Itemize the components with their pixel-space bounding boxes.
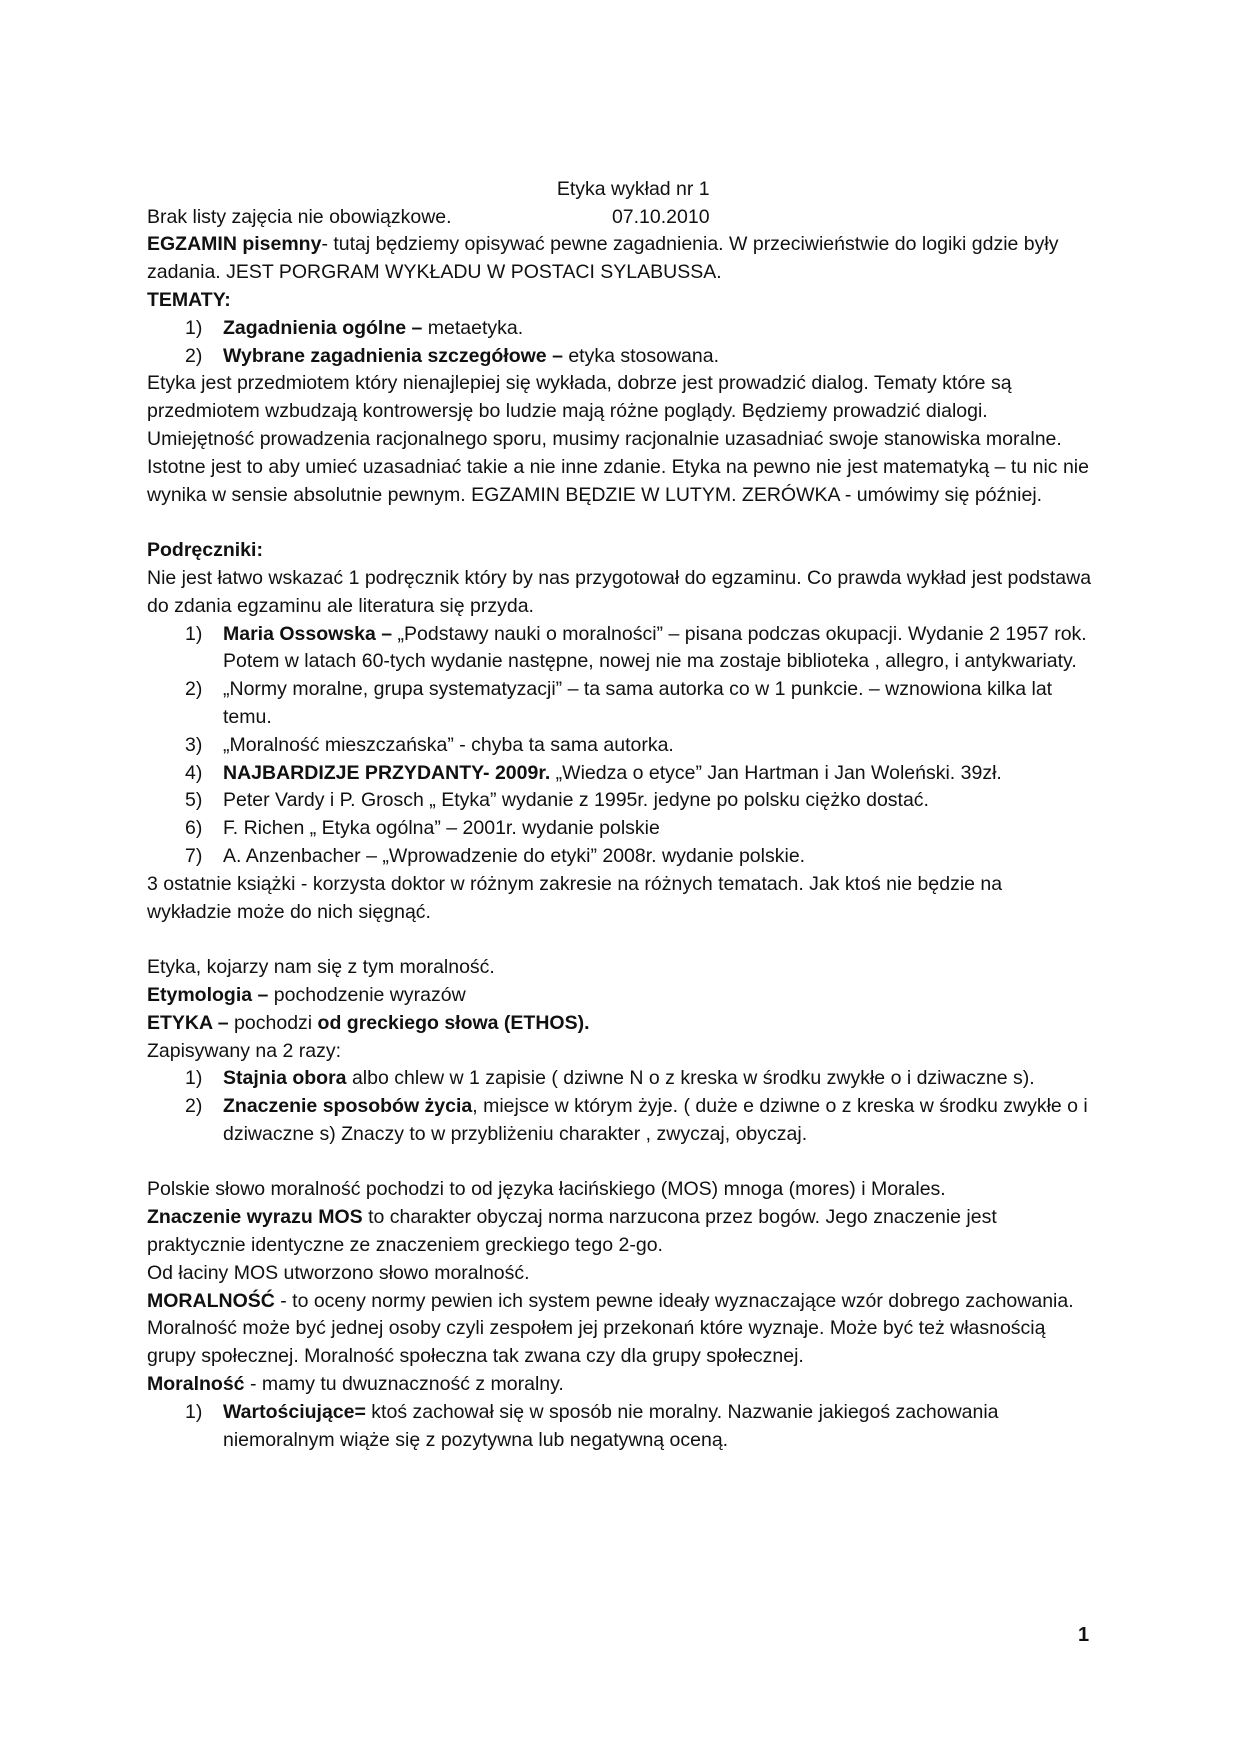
textbooks-heading: Podręczniki: <box>147 539 263 562</box>
ethos-meanings-list <box>147 1065 1092 1148</box>
morality-definition: MORALNOŚĆ - to oceny normy pewien ich system pewne ideały wyznaczające wzór dobrego zachowania. <box>147 1289 1074 1312</box>
list-item: 4) NAJBARDIZJE PRZYDANTY- 2009r. „Wiedza o etyce” Jan Hartman i Jan Woleński. 39zł. <box>185 761 1002 784</box>
textbooks-list <box>147 621 1092 871</box>
ambiguity-list <box>147 1399 1092 1455</box>
exam-paragraph <box>147 231 1092 287</box>
exam-text: - tutaj będziemy opisywać pewne zagadnienia. W przeciwieństwie do logiki gdzie były zadania. JEST PORGRAM WYKŁADU W POSTACI SYLABUSSA. <box>147 233 1059 284</box>
morality-origin: Polskie słowo moralność pochodzi to od języka łacińskiego (MOS) mnoga (mores) i Morales. <box>147 1178 946 1201</box>
spacer <box>147 926 1092 954</box>
page-number: 1 <box>1078 1624 1090 1646</box>
list-item: 1) Maria Ossowska – „Podstawy nauki o moralności” – pisana podczas okupacji. Wydanie 2 1957 rok. Potem w latach 60-tych wydanie następne, nowej nie ma zostaje biblioteka , allegro, i antykwariaty. <box>185 622 1087 673</box>
exam-label: EGZAMIN pisemny <box>147 233 322 256</box>
list-item: 3) „Moralność mieszczańska” - chyba ta sama autorka. <box>185 733 674 756</box>
mos-meaning: Znaczenie wyrazu MOS to charakter obyczaj norma narzucona przez bogów. Jego znaczenie jest praktycznie identyczne ze znaczeniem greckiego tego 2-go. <box>147 1206 997 1257</box>
lecture-date: 07.10.2010 <box>611 205 710 228</box>
mos-derivation: Od łaciny MOS utworzono słowo moralność. <box>147 1261 530 1284</box>
spacer <box>147 1149 1092 1177</box>
textbooks-note: 3 ostatnie książki - korzysta doktor w różnym zakresie na różnych tematach. Jak ktoś nie będzie na wykładzie może do nich sięgnąć. <box>147 872 1003 923</box>
ethics-description: Etyka jest przedmiotem który nienajlepiej się wykłada, dobrze jest prowadzić dialog. Tematy które są przedmiotem wzbudzają kontrowersję bo ludzie mają różne poglądy. Będziemy prowadzić dialogi. Umiejętność prowadzenia racjonalnego sporu, musimy racjonalnie uzasadniać swoje stanowiska moralne. Istotne jest to aby umieć uzasadniać takie a nie inne zdanie. Etyka na pewno nie jest matematyką – tu nic nie wynika w sensie absolutnie pewnym. EGZAMIN BĘDZIE W LUTYM. ZERÓWKA - umówimy się później. <box>147 372 1089 506</box>
list-item: 7) A. Anzenbacher – „Wprowadzenie do etyki” 2008r. wydanie polskie. <box>185 844 806 867</box>
morality-scope: Moralność może być jednej osoby czyli zespołem jej przekonań które wyznaje. Może być też własnością grupy społecznej. Moralność społeczna tak zwana czy dla grupy społecznej. <box>147 1317 1046 1368</box>
list-item: 2) Znaczenie sposobów życia, miejsce w którym żyje. ( duże e dziwne o z kreska w środku zwykłe o i dziwaczne s) Znaczy to w przybliżeniu charakter , zwyczaj, obyczaj. <box>185 1095 1088 1145</box>
morality-ambiguity: Moralność - mamy tu dwuznaczność z moralny. <box>147 1373 564 1396</box>
list-item: 2) „Normy moralne, grupa systematyzacji” – ta sama autorka co w 1 punkcie. – wznowiona kilka lat temu. <box>185 678 1053 728</box>
ethos-line: ETYKA – pochodzi od greckiego słowa (ETHOS). <box>147 1011 590 1034</box>
document-body <box>147 148 1092 1454</box>
list-item: 1) Zagadnienia ogólne – metaetyka. <box>185 316 524 339</box>
list-item: 2) Wybrane zagadnienia szczegółowe – etyka stosowana. <box>185 344 720 367</box>
lecture-title: Etyka wykład nr 1 <box>556 177 710 200</box>
topics-heading: TEMATY: <box>147 288 231 311</box>
etymology-line: Etymologia – pochodzenie wyrazów <box>147 983 466 1006</box>
textbooks-intro: Nie jest łatwo wskazać 1 podręcznik który by nas przygotował do egzaminu. Co prawda wykład jest podstawa do zdania egzaminu ale literatura się przyda. <box>147 566 1092 617</box>
attendance-note: Brak listy zajęcia nie obowiązkowe. <box>147 205 452 228</box>
list-item: 1) Stajnia obora albo chlew w 1 zapisie ( dziwne N o z kreska w środku zwykłe o i dziwaczne s). <box>185 1067 1035 1090</box>
ethics-intro: Etyka, kojarzy nam się z tym moralność. <box>147 956 495 979</box>
list-item: 6) F. Richen „ Etyka ogólna” – 2001r. wydanie polskie <box>185 817 660 840</box>
topics-list <box>147 315 1092 371</box>
spacer <box>147 509 1092 537</box>
list-item: 5) Peter Vardy i P. Grosch „ Etyka” wydanie z 1995r. jedyne po polsku ciężko dostać. <box>185 789 929 812</box>
list-item: 1) Wartościujące= ktoś zachował się w sposób nie moralny. Nazwanie jakiegoś zachowania niemoralnym wiąże się z pozytywna lub negatywną oceną. <box>185 1400 999 1451</box>
spelling-line: Zapisywany na 2 razy: <box>147 1039 342 1062</box>
